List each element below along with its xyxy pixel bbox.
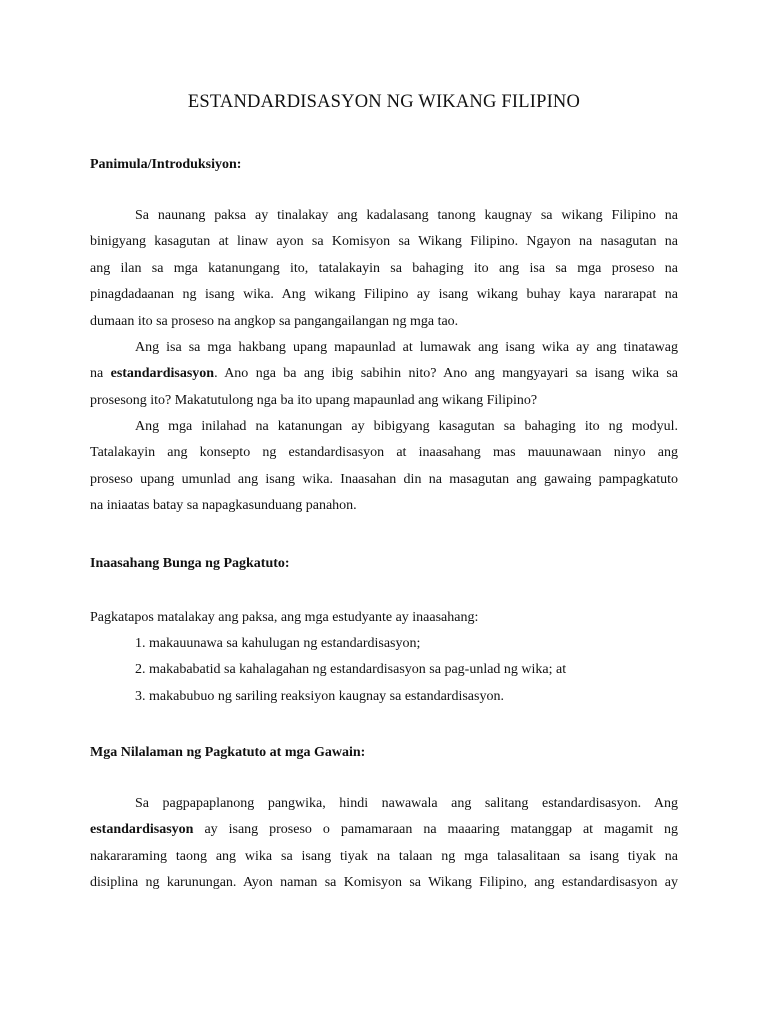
text-line: na iniaatas batay sa napagkasunduang panahon. [90, 498, 357, 514]
text-line: ang ilan sa mga katanungang ito, tatalakayin sa bahaging ito ang isa sa mga proseso na [90, 260, 678, 276]
intro-paragraph-2 [90, 335, 678, 414]
text-line: Sa naunang paksa ay tinalakay ang kadalasang tanong kaugnay sa wikang Filipino na [135, 208, 678, 223]
text-fragment: ay isang proseso o pamamaraan na maaaring matanggap at magamit ng [193, 822, 678, 838]
text-line: nakararaming taong ang wika sa isang tiyak na talaan ng mga talasalitaan sa isang tiyak na [90, 848, 678, 864]
text-line: Ang mga inilahad na katanungan ay bibigyang kasagutan sa bahaging ito ng modyul. [135, 419, 678, 434]
outcome-item-3: 3. makabubuo ng sariling reaksiyon kaugnay sa estandardisasyon. [135, 689, 504, 704]
section-heading-outcomes: Inaasahang Bunga ng Pagkatuto: [90, 556, 290, 571]
text-line: dumaan ito sa proseso na angkop sa pangangailangan ng mga tao. [90, 313, 459, 329]
text-line: Ang isa sa mga hakbang upang mapaunlad at lumawak ang isang wika ay ang tinatawag [135, 340, 678, 355]
outcomes-intro: Pagkatapos matalakay ang paksa, ang mga estudyante ay inaasahang: [90, 610, 479, 625]
text-fragment: na [90, 366, 111, 382]
content-paragraph-1 [90, 791, 678, 897]
intro-paragraph-1 [90, 203, 678, 335]
outcome-item-2: 2. makababatid sa kahalagahan ng estandardisasyon sa pag-unlad ng wika; at [135, 662, 567, 677]
text-fragment: . Ano nga ba ang ibig sabihin nito? Ano ang mangyayari sa isang wika sa [214, 366, 678, 382]
document-title: ESTANDARDISASYON NG WIKANG FILIPINO [187, 92, 581, 112]
bold-term-estandardisasyon: estandardisasyon [110, 366, 215, 382]
intro-paragraph-3 [90, 414, 678, 520]
outcome-item-1: 1. makauunawa sa kahulugan ng estandardisasyon; [135, 636, 421, 651]
text-line: Tatalakayin ang konsepto ng estandardisasyon at inaasahang mas mauunawaan ninyo ang [90, 445, 678, 461]
text-line-with-bold-term [90, 361, 678, 387]
section-heading-introduction: Panimula/Introduksiyon: [90, 157, 242, 172]
text-line-with-bold-term [90, 817, 678, 843]
text-line: prosesong ito? Makatutulong nga ba ito upang mapaunlad ang wikang Filipino? [90, 392, 538, 408]
text-line: disiplina ng karunungan. Ayon naman sa Komisyon sa Wikang Filipino, ang estandardisasyon ay [90, 875, 678, 891]
text-line: binigyang kasagutan at linaw ayon sa Komisyon sa Wikang Filipino. Ngayon na nasagutan na [90, 234, 678, 250]
section-heading-content: Mga Nilalaman ng Pagkatuto at mga Gawain: [90, 745, 366, 760]
bold-term-estandardisasyon: estandardisasyon [90, 822, 194, 838]
text-line: Sa pagpapaplanong pangwika, hindi nawawala ang salitang estandardisasyon. Ang [135, 796, 678, 811]
text-line: proseso upang umunlad ang isang wika. Inaasahan din na masagutan ang gawaing pampagkatuto [90, 471, 678, 487]
text-line: pinagdadaanan ng isang wika. Ang wikang Filipino ay isang wikang buhay kaya nararapat na [90, 287, 678, 303]
